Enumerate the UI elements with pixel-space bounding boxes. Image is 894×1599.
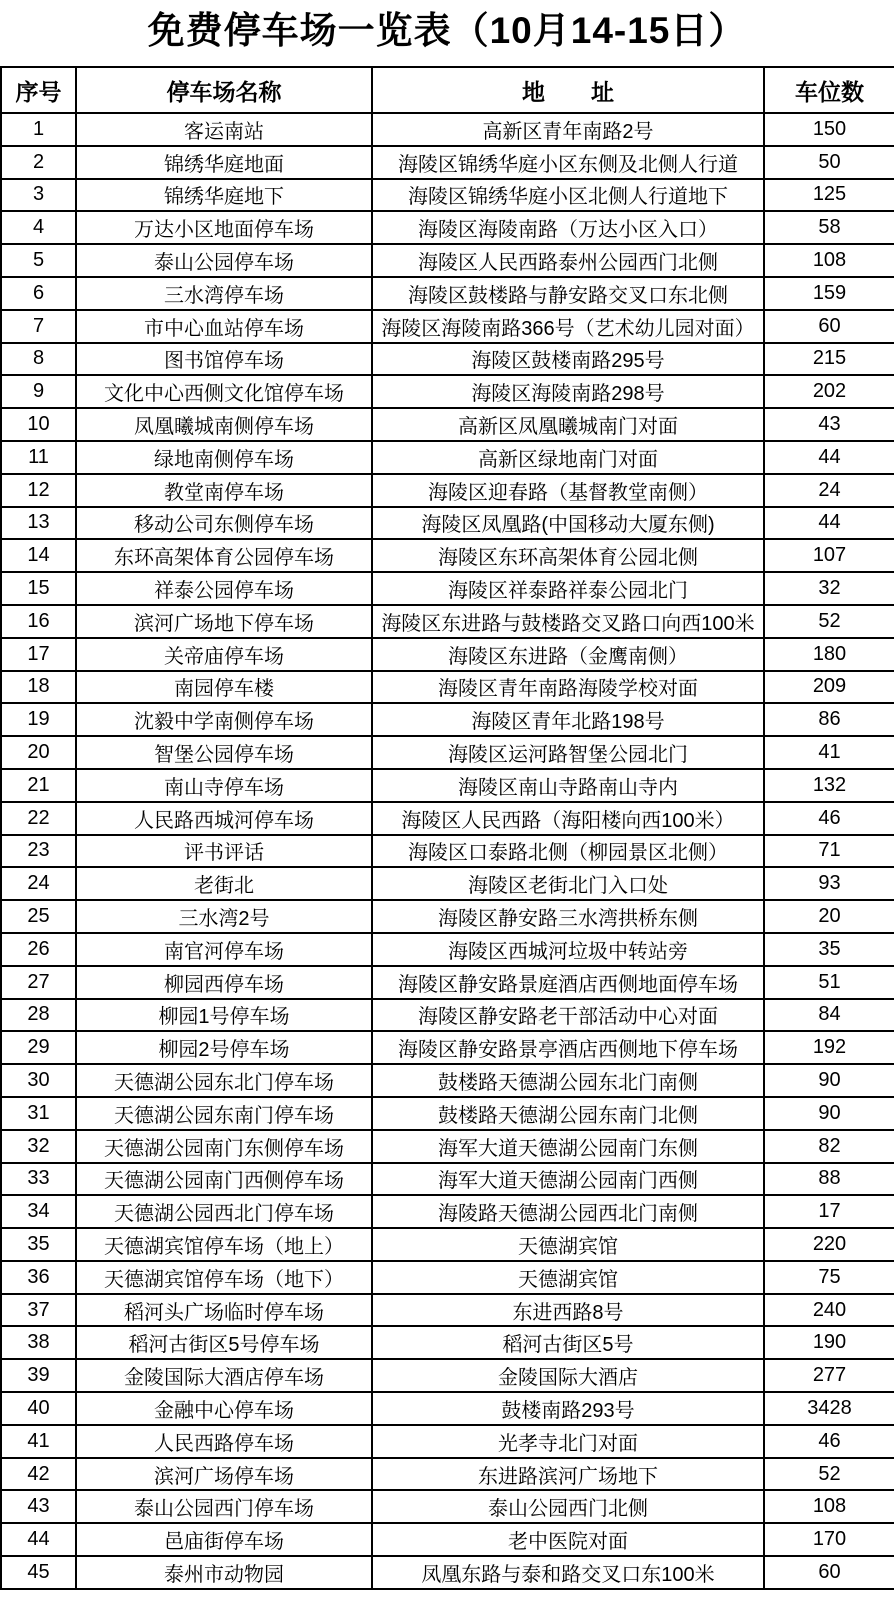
cell-address: 海陵区青年北路198号 bbox=[372, 703, 764, 736]
column-header-spaces: 车位数 bbox=[764, 67, 894, 113]
table-row bbox=[1, 277, 894, 310]
cell-name: 天德湖公园南门东侧停车场 bbox=[76, 1130, 372, 1163]
cell-name: 老街北 bbox=[76, 867, 372, 900]
cell-name: 天德湖公园东南门停车场 bbox=[76, 1097, 372, 1130]
cell-name: 评书评话 bbox=[76, 835, 372, 868]
column-header-address: 地 址 bbox=[372, 67, 764, 113]
cell-spaces: 52 bbox=[764, 1458, 894, 1491]
cell-address: 泰山公园西门北侧 bbox=[372, 1490, 764, 1523]
table-row bbox=[1, 867, 894, 900]
table-row bbox=[1, 474, 894, 507]
cell-name: 智堡公园停车场 bbox=[76, 736, 372, 769]
cell-name: 南园停车楼 bbox=[76, 671, 372, 704]
cell-address: 海军大道天德湖公园南门西侧 bbox=[372, 1163, 764, 1196]
cell-address: 凤凰东路与泰和路交叉口东100米 bbox=[372, 1556, 764, 1589]
cell-spaces: 90 bbox=[764, 1064, 894, 1097]
cell-spaces: 190 bbox=[764, 1326, 894, 1359]
cell-index: 5 bbox=[1, 244, 76, 277]
cell-address: 海陵区鼓楼南路295号 bbox=[372, 343, 764, 376]
cell-index: 39 bbox=[1, 1359, 76, 1392]
cell-index: 25 bbox=[1, 900, 76, 933]
table-row bbox=[1, 736, 894, 769]
cell-spaces: 90 bbox=[764, 1097, 894, 1130]
cell-spaces: 220 bbox=[764, 1228, 894, 1261]
cell-name: 柳园2号停车场 bbox=[76, 1031, 372, 1064]
cell-index: 28 bbox=[1, 999, 76, 1032]
table-row bbox=[1, 1097, 894, 1130]
table-row bbox=[1, 703, 894, 736]
cell-name: 滨河广场停车场 bbox=[76, 1458, 372, 1491]
cell-name: 市中心血站停车场 bbox=[76, 310, 372, 343]
cell-address: 天德湖宾馆 bbox=[372, 1261, 764, 1294]
cell-index: 26 bbox=[1, 933, 76, 966]
cell-address: 海陵区静安路景庭酒店西侧地面停车场 bbox=[372, 966, 764, 999]
cell-address: 海陵区锦绣华庭小区北侧人行道地下 bbox=[372, 179, 764, 212]
cell-name: 人民路西城河停车场 bbox=[76, 802, 372, 835]
cell-index: 20 bbox=[1, 736, 76, 769]
table-row bbox=[1, 671, 894, 704]
cell-index: 3 bbox=[1, 179, 76, 212]
cell-index: 38 bbox=[1, 1326, 76, 1359]
cell-index: 19 bbox=[1, 703, 76, 736]
cell-address: 东进路滨河广场地下 bbox=[372, 1458, 764, 1491]
cell-address: 鼓楼路天德湖公园东南门北侧 bbox=[372, 1097, 764, 1130]
cell-spaces: 108 bbox=[764, 244, 894, 277]
cell-spaces: 46 bbox=[764, 1425, 894, 1458]
cell-spaces: 86 bbox=[764, 703, 894, 736]
cell-name: 稻河头广场临时停车场 bbox=[76, 1294, 372, 1327]
cell-address: 海陵区静安路老干部活动中心对面 bbox=[372, 999, 764, 1032]
cell-spaces: 46 bbox=[764, 802, 894, 835]
cell-index: 11 bbox=[1, 441, 76, 474]
table-row bbox=[1, 1031, 894, 1064]
cell-index: 2 bbox=[1, 146, 76, 179]
cell-index: 27 bbox=[1, 966, 76, 999]
cell-name: 滨河广场地下停车场 bbox=[76, 605, 372, 638]
table-row bbox=[1, 343, 894, 376]
table-row bbox=[1, 310, 894, 343]
cell-address: 海陵区南山寺路南山寺内 bbox=[372, 769, 764, 802]
cell-index: 15 bbox=[1, 572, 76, 605]
cell-name: 天德湖公园西北门停车场 bbox=[76, 1195, 372, 1228]
cell-address: 高新区青年南路2号 bbox=[372, 113, 764, 146]
cell-name: 图书馆停车场 bbox=[76, 343, 372, 376]
cell-index: 42 bbox=[1, 1458, 76, 1491]
cell-spaces: 93 bbox=[764, 867, 894, 900]
table-row bbox=[1, 835, 894, 868]
cell-spaces: 150 bbox=[764, 113, 894, 146]
cell-address: 高新区绿地南门对面 bbox=[372, 441, 764, 474]
cell-spaces: 20 bbox=[764, 900, 894, 933]
cell-spaces: 32 bbox=[764, 572, 894, 605]
table-row bbox=[1, 1556, 894, 1589]
cell-name: 客运南站 bbox=[76, 113, 372, 146]
cell-name: 锦绣华庭地面 bbox=[76, 146, 372, 179]
cell-address: 海陵区西城河垃圾中转站旁 bbox=[372, 933, 764, 966]
cell-name: 绿地南侧停车场 bbox=[76, 441, 372, 474]
cell-address: 鼓楼南路293号 bbox=[372, 1392, 764, 1425]
cell-name: 三水湾停车场 bbox=[76, 277, 372, 310]
cell-index: 9 bbox=[1, 375, 76, 408]
column-header-name: 停车场名称 bbox=[76, 67, 372, 113]
cell-index: 41 bbox=[1, 1425, 76, 1458]
cell-index: 24 bbox=[1, 867, 76, 900]
cell-name: 移动公司东侧停车场 bbox=[76, 507, 372, 540]
table-row bbox=[1, 1064, 894, 1097]
cell-name: 柳园1号停车场 bbox=[76, 999, 372, 1032]
cell-index: 43 bbox=[1, 1490, 76, 1523]
cell-spaces: 52 bbox=[764, 605, 894, 638]
table-row bbox=[1, 539, 894, 572]
cell-spaces: 240 bbox=[764, 1294, 894, 1327]
cell-name: 泰山公园停车场 bbox=[76, 244, 372, 277]
cell-spaces: 60 bbox=[764, 1556, 894, 1589]
cell-index: 16 bbox=[1, 605, 76, 638]
table-row bbox=[1, 211, 894, 244]
table-row bbox=[1, 638, 894, 671]
cell-name: 稻河古街区5号停车场 bbox=[76, 1326, 372, 1359]
table-row bbox=[1, 1163, 894, 1196]
cell-name: 人民西路停车场 bbox=[76, 1425, 372, 1458]
cell-spaces: 41 bbox=[764, 736, 894, 769]
table-row bbox=[1, 933, 894, 966]
cell-name: 祥泰公园停车场 bbox=[76, 572, 372, 605]
cell-spaces: 51 bbox=[764, 966, 894, 999]
cell-name: 沈毅中学南侧停车场 bbox=[76, 703, 372, 736]
cell-spaces: 24 bbox=[764, 474, 894, 507]
cell-spaces: 107 bbox=[764, 539, 894, 572]
cell-address: 海陵区人民西路泰州公园西门北侧 bbox=[372, 244, 764, 277]
cell-index: 32 bbox=[1, 1130, 76, 1163]
column-header-index: 序号 bbox=[1, 67, 76, 113]
cell-address: 海陵区鼓楼路与静安路交叉口东北侧 bbox=[372, 277, 764, 310]
cell-spaces: 35 bbox=[764, 933, 894, 966]
cell-address: 海陵区东环高架体育公园北侧 bbox=[372, 539, 764, 572]
cell-address: 海陵区祥泰路祥泰公园北门 bbox=[372, 572, 764, 605]
cell-address: 海陵区人民西路（海阳楼向西100米） bbox=[372, 802, 764, 835]
cell-address: 海陵区老街北门入口处 bbox=[372, 867, 764, 900]
cell-index: 40 bbox=[1, 1392, 76, 1425]
cell-index: 45 bbox=[1, 1556, 76, 1589]
cell-index: 12 bbox=[1, 474, 76, 507]
cell-address: 高新区凤凰曦城南门对面 bbox=[372, 408, 764, 441]
cell-spaces: 17 bbox=[764, 1195, 894, 1228]
table-row bbox=[1, 572, 894, 605]
cell-address: 天德湖宾馆 bbox=[372, 1228, 764, 1261]
table-row bbox=[1, 1359, 894, 1392]
table-row bbox=[1, 1130, 894, 1163]
cell-spaces: 82 bbox=[764, 1130, 894, 1163]
cell-address: 海陵区口泰路北侧（柳园景区北侧） bbox=[372, 835, 764, 868]
cell-spaces: 71 bbox=[764, 835, 894, 868]
cell-name: 泰州市动物园 bbox=[76, 1556, 372, 1589]
cell-index: 31 bbox=[1, 1097, 76, 1130]
cell-name: 凤凰曦城南侧停车场 bbox=[76, 408, 372, 441]
parking-table bbox=[0, 66, 894, 1590]
cell-name: 邑庙街停车场 bbox=[76, 1523, 372, 1556]
cell-spaces: 170 bbox=[764, 1523, 894, 1556]
cell-address: 鼓楼路天德湖公园东北门南侧 bbox=[372, 1064, 764, 1097]
cell-address: 老中医院对面 bbox=[372, 1523, 764, 1556]
table-row bbox=[1, 999, 894, 1032]
cell-index: 36 bbox=[1, 1261, 76, 1294]
table-row bbox=[1, 1458, 894, 1491]
cell-spaces: 84 bbox=[764, 999, 894, 1032]
cell-name: 万达小区地面停车场 bbox=[76, 211, 372, 244]
cell-index: 1 bbox=[1, 113, 76, 146]
table-row bbox=[1, 244, 894, 277]
cell-name: 三水湾2号 bbox=[76, 900, 372, 933]
table-row bbox=[1, 605, 894, 638]
cell-spaces: 159 bbox=[764, 277, 894, 310]
table-row bbox=[1, 1228, 894, 1261]
cell-address: 海陵区静安路三水湾拱桥东侧 bbox=[372, 900, 764, 933]
table-header-row bbox=[1, 67, 894, 113]
cell-address: 稻河古街区5号 bbox=[372, 1326, 764, 1359]
table-row bbox=[1, 1195, 894, 1228]
table-row bbox=[1, 802, 894, 835]
cell-index: 23 bbox=[1, 835, 76, 868]
cell-spaces: 215 bbox=[764, 343, 894, 376]
cell-address: 海陵区青年南路海陵学校对面 bbox=[372, 671, 764, 704]
cell-index: 21 bbox=[1, 769, 76, 802]
cell-name: 南官河停车场 bbox=[76, 933, 372, 966]
cell-index: 10 bbox=[1, 408, 76, 441]
table-row bbox=[1, 1392, 894, 1425]
cell-address: 海军大道天德湖公园南门东侧 bbox=[372, 1130, 764, 1163]
cell-spaces: 43 bbox=[764, 408, 894, 441]
cell-index: 22 bbox=[1, 802, 76, 835]
cell-spaces: 44 bbox=[764, 507, 894, 540]
cell-address: 海陵区迎春路（基督教堂南侧） bbox=[372, 474, 764, 507]
cell-index: 8 bbox=[1, 343, 76, 376]
table-row bbox=[1, 769, 894, 802]
cell-address: 海陵区海陵南路366号（艺术幼儿园对面） bbox=[372, 310, 764, 343]
cell-index: 34 bbox=[1, 1195, 76, 1228]
cell-address: 海陵区海陵南路（万达小区入口） bbox=[372, 211, 764, 244]
cell-name: 天德湖公园南门西侧停车场 bbox=[76, 1163, 372, 1196]
cell-spaces: 180 bbox=[764, 638, 894, 671]
cell-name: 金融中心停车场 bbox=[76, 1392, 372, 1425]
table-row bbox=[1, 1261, 894, 1294]
cell-name: 天德湖公园东北门停车场 bbox=[76, 1064, 372, 1097]
cell-spaces: 88 bbox=[764, 1163, 894, 1196]
cell-name: 锦绣华庭地下 bbox=[76, 179, 372, 212]
cell-spaces: 125 bbox=[764, 179, 894, 212]
cell-spaces: 108 bbox=[764, 1490, 894, 1523]
table-row bbox=[1, 1425, 894, 1458]
cell-spaces: 3428 bbox=[764, 1392, 894, 1425]
cell-address: 海陵区东进路与鼓楼路交叉路口向西100米 bbox=[372, 605, 764, 638]
cell-index: 33 bbox=[1, 1163, 76, 1196]
cell-name: 金陵国际大酒店停车场 bbox=[76, 1359, 372, 1392]
cell-name: 东环高架体育公园停车场 bbox=[76, 539, 372, 572]
table-body bbox=[1, 113, 894, 1589]
cell-name: 文化中心西侧文化馆停车场 bbox=[76, 375, 372, 408]
cell-index: 18 bbox=[1, 671, 76, 704]
cell-index: 44 bbox=[1, 1523, 76, 1556]
table-row bbox=[1, 441, 894, 474]
cell-address: 光孝寺北门对面 bbox=[372, 1425, 764, 1458]
cell-spaces: 192 bbox=[764, 1031, 894, 1064]
cell-index: 29 bbox=[1, 1031, 76, 1064]
cell-spaces: 58 bbox=[764, 211, 894, 244]
table-row bbox=[1, 1294, 894, 1327]
cell-name: 泰山公园西门停车场 bbox=[76, 1490, 372, 1523]
cell-spaces: 60 bbox=[764, 310, 894, 343]
table-row bbox=[1, 408, 894, 441]
cell-name: 天德湖宾馆停车场（地下） bbox=[76, 1261, 372, 1294]
page-title: 免费停车场一览表（10月14-15日） bbox=[147, 10, 747, 51]
cell-index: 7 bbox=[1, 310, 76, 343]
cell-address: 海陵区凤凰路(中国移动大厦东侧) bbox=[372, 507, 764, 540]
cell-spaces: 132 bbox=[764, 769, 894, 802]
table-row bbox=[1, 113, 894, 146]
table-row bbox=[1, 1490, 894, 1523]
cell-spaces: 277 bbox=[764, 1359, 894, 1392]
cell-index: 4 bbox=[1, 211, 76, 244]
table-row bbox=[1, 179, 894, 212]
cell-index: 14 bbox=[1, 539, 76, 572]
cell-spaces: 202 bbox=[764, 375, 894, 408]
cell-address: 金陵国际大酒店 bbox=[372, 1359, 764, 1392]
cell-name: 关帝庙停车场 bbox=[76, 638, 372, 671]
cell-index: 35 bbox=[1, 1228, 76, 1261]
cell-address: 海陵路天德湖公园西北门南侧 bbox=[372, 1195, 764, 1228]
cell-spaces: 75 bbox=[764, 1261, 894, 1294]
table-row bbox=[1, 507, 894, 540]
cell-spaces: 209 bbox=[764, 671, 894, 704]
cell-address: 海陵区运河路智堡公园北门 bbox=[372, 736, 764, 769]
cell-spaces: 50 bbox=[764, 146, 894, 179]
cell-address: 海陵区锦绣华庭小区东侧及北侧人行道 bbox=[372, 146, 764, 179]
cell-name: 天德湖宾馆停车场（地上） bbox=[76, 1228, 372, 1261]
cell-index: 30 bbox=[1, 1064, 76, 1097]
cell-index: 13 bbox=[1, 507, 76, 540]
cell-address: 海陵区静安路景亭酒店西侧地下停车场 bbox=[372, 1031, 764, 1064]
table-row bbox=[1, 146, 894, 179]
cell-index: 17 bbox=[1, 638, 76, 671]
cell-index: 37 bbox=[1, 1294, 76, 1327]
cell-name: 南山寺停车场 bbox=[76, 769, 372, 802]
table-row bbox=[1, 375, 894, 408]
table-row bbox=[1, 966, 894, 999]
cell-index: 6 bbox=[1, 277, 76, 310]
cell-name: 柳园西停车场 bbox=[76, 966, 372, 999]
table-row bbox=[1, 1326, 894, 1359]
cell-address: 东进西路8号 bbox=[372, 1294, 764, 1327]
cell-address: 海陵区海陵南路298号 bbox=[372, 375, 764, 408]
cell-name: 教堂南停车场 bbox=[76, 474, 372, 507]
cell-address: 海陵区东进路（金鹰南侧） bbox=[372, 638, 764, 671]
table-row bbox=[1, 900, 894, 933]
table-row bbox=[1, 1523, 894, 1556]
cell-spaces: 44 bbox=[764, 441, 894, 474]
